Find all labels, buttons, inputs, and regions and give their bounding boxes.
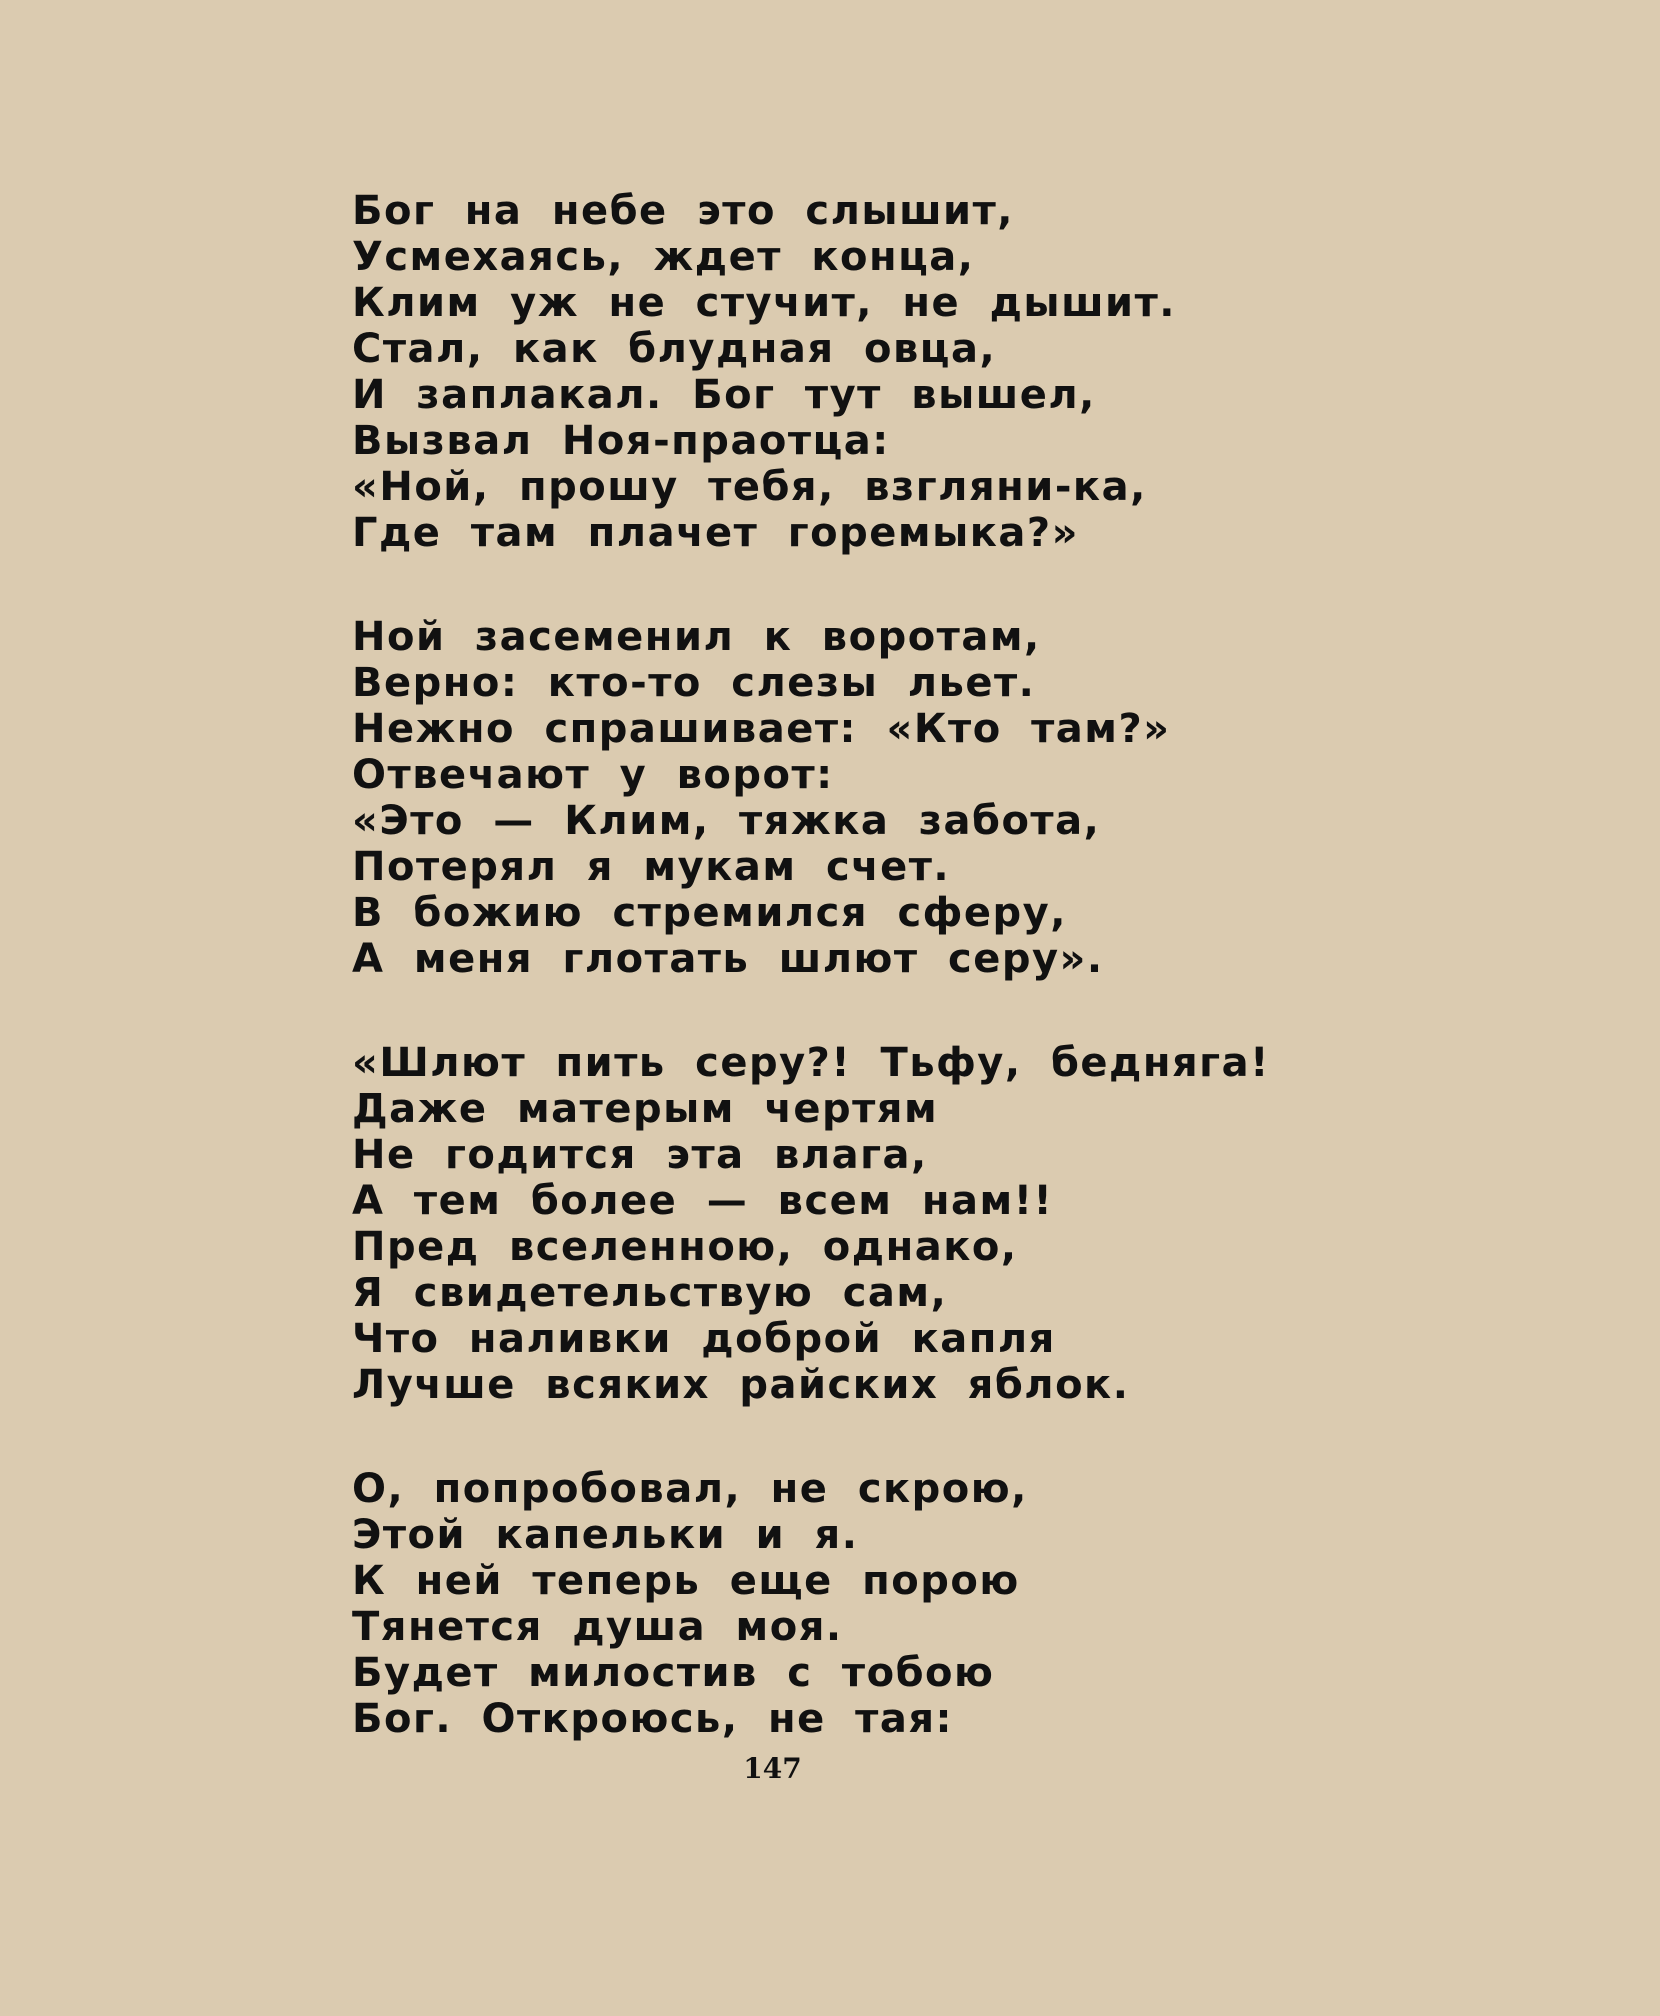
stanza-2 <box>352 614 1352 982</box>
poem-line: «Шлют пить серу?! Тьфу, бедняга! <box>352 1040 1270 1086</box>
poem-line: Стал, как блудная овца, <box>352 326 997 372</box>
poem-line: О, попробовал, не скрою, <box>352 1466 1028 1512</box>
poem-line: Что наливки доброй капля <box>352 1316 1056 1362</box>
poem-line: Пред вселенною, однако, <box>352 1224 1018 1270</box>
poem-line: К ней теперь еще порою <box>352 1558 1020 1604</box>
poem-line: Не годится эта влага, <box>352 1132 928 1178</box>
poem-line: Отвечают у ворот: <box>352 752 834 798</box>
poem-line: Тянется душа моя. <box>352 1604 843 1650</box>
poem-line: Этой капельки и я. <box>352 1512 859 1558</box>
poem-line: Ной засеменил к воротам, <box>352 614 1041 660</box>
stanza-3 <box>352 1040 1352 1408</box>
poem-line: Даже матерым чертям <box>352 1086 939 1132</box>
poem-line: В божию стремился сферу, <box>352 890 1067 936</box>
poem-line: А меня глотать шлют серу». <box>352 936 1104 982</box>
poem-line: Где там плачет горемыка?» <box>352 510 1079 556</box>
poem-line: Бог. Откроюсь, не тая: <box>352 1696 953 1742</box>
poem-line: И заплакал. Бог тут вышел, <box>352 372 1096 418</box>
poem-line: Верно: кто-то слезы льет. <box>352 660 1036 706</box>
stanza-1 <box>352 188 1352 556</box>
poem-line: «Это — Клим, тяжка забота, <box>352 798 1101 844</box>
poem-line: Нежно спрашивает: «Кто там?» <box>352 706 1171 752</box>
poem-line: Усмехаясь, ждет конца, <box>352 234 975 280</box>
poem-line: Я свидетельствую сам, <box>352 1270 948 1316</box>
poem-line: «Ной, прошу тебя, взгляни-ка, <box>352 464 1147 510</box>
poem-line: Потерял я мукам счет. <box>352 844 951 890</box>
page-number: 147 <box>743 1752 802 1785</box>
poem-line: Бог на небе это слышит, <box>352 188 1014 234</box>
poem-line: Вызвал Ноя-праотца: <box>352 418 890 464</box>
poem-line: Лучше всяких райских яблок. <box>352 1362 1130 1408</box>
poem-text <box>352 188 1352 1800</box>
poem-line: А тем более — всем нам!! <box>352 1178 1054 1224</box>
poem-line: Клим уж не стучит, не дышит. <box>352 280 1176 326</box>
poem-line: Будет милостив с тобою <box>352 1650 995 1696</box>
stanza-4 <box>352 1466 1352 1742</box>
